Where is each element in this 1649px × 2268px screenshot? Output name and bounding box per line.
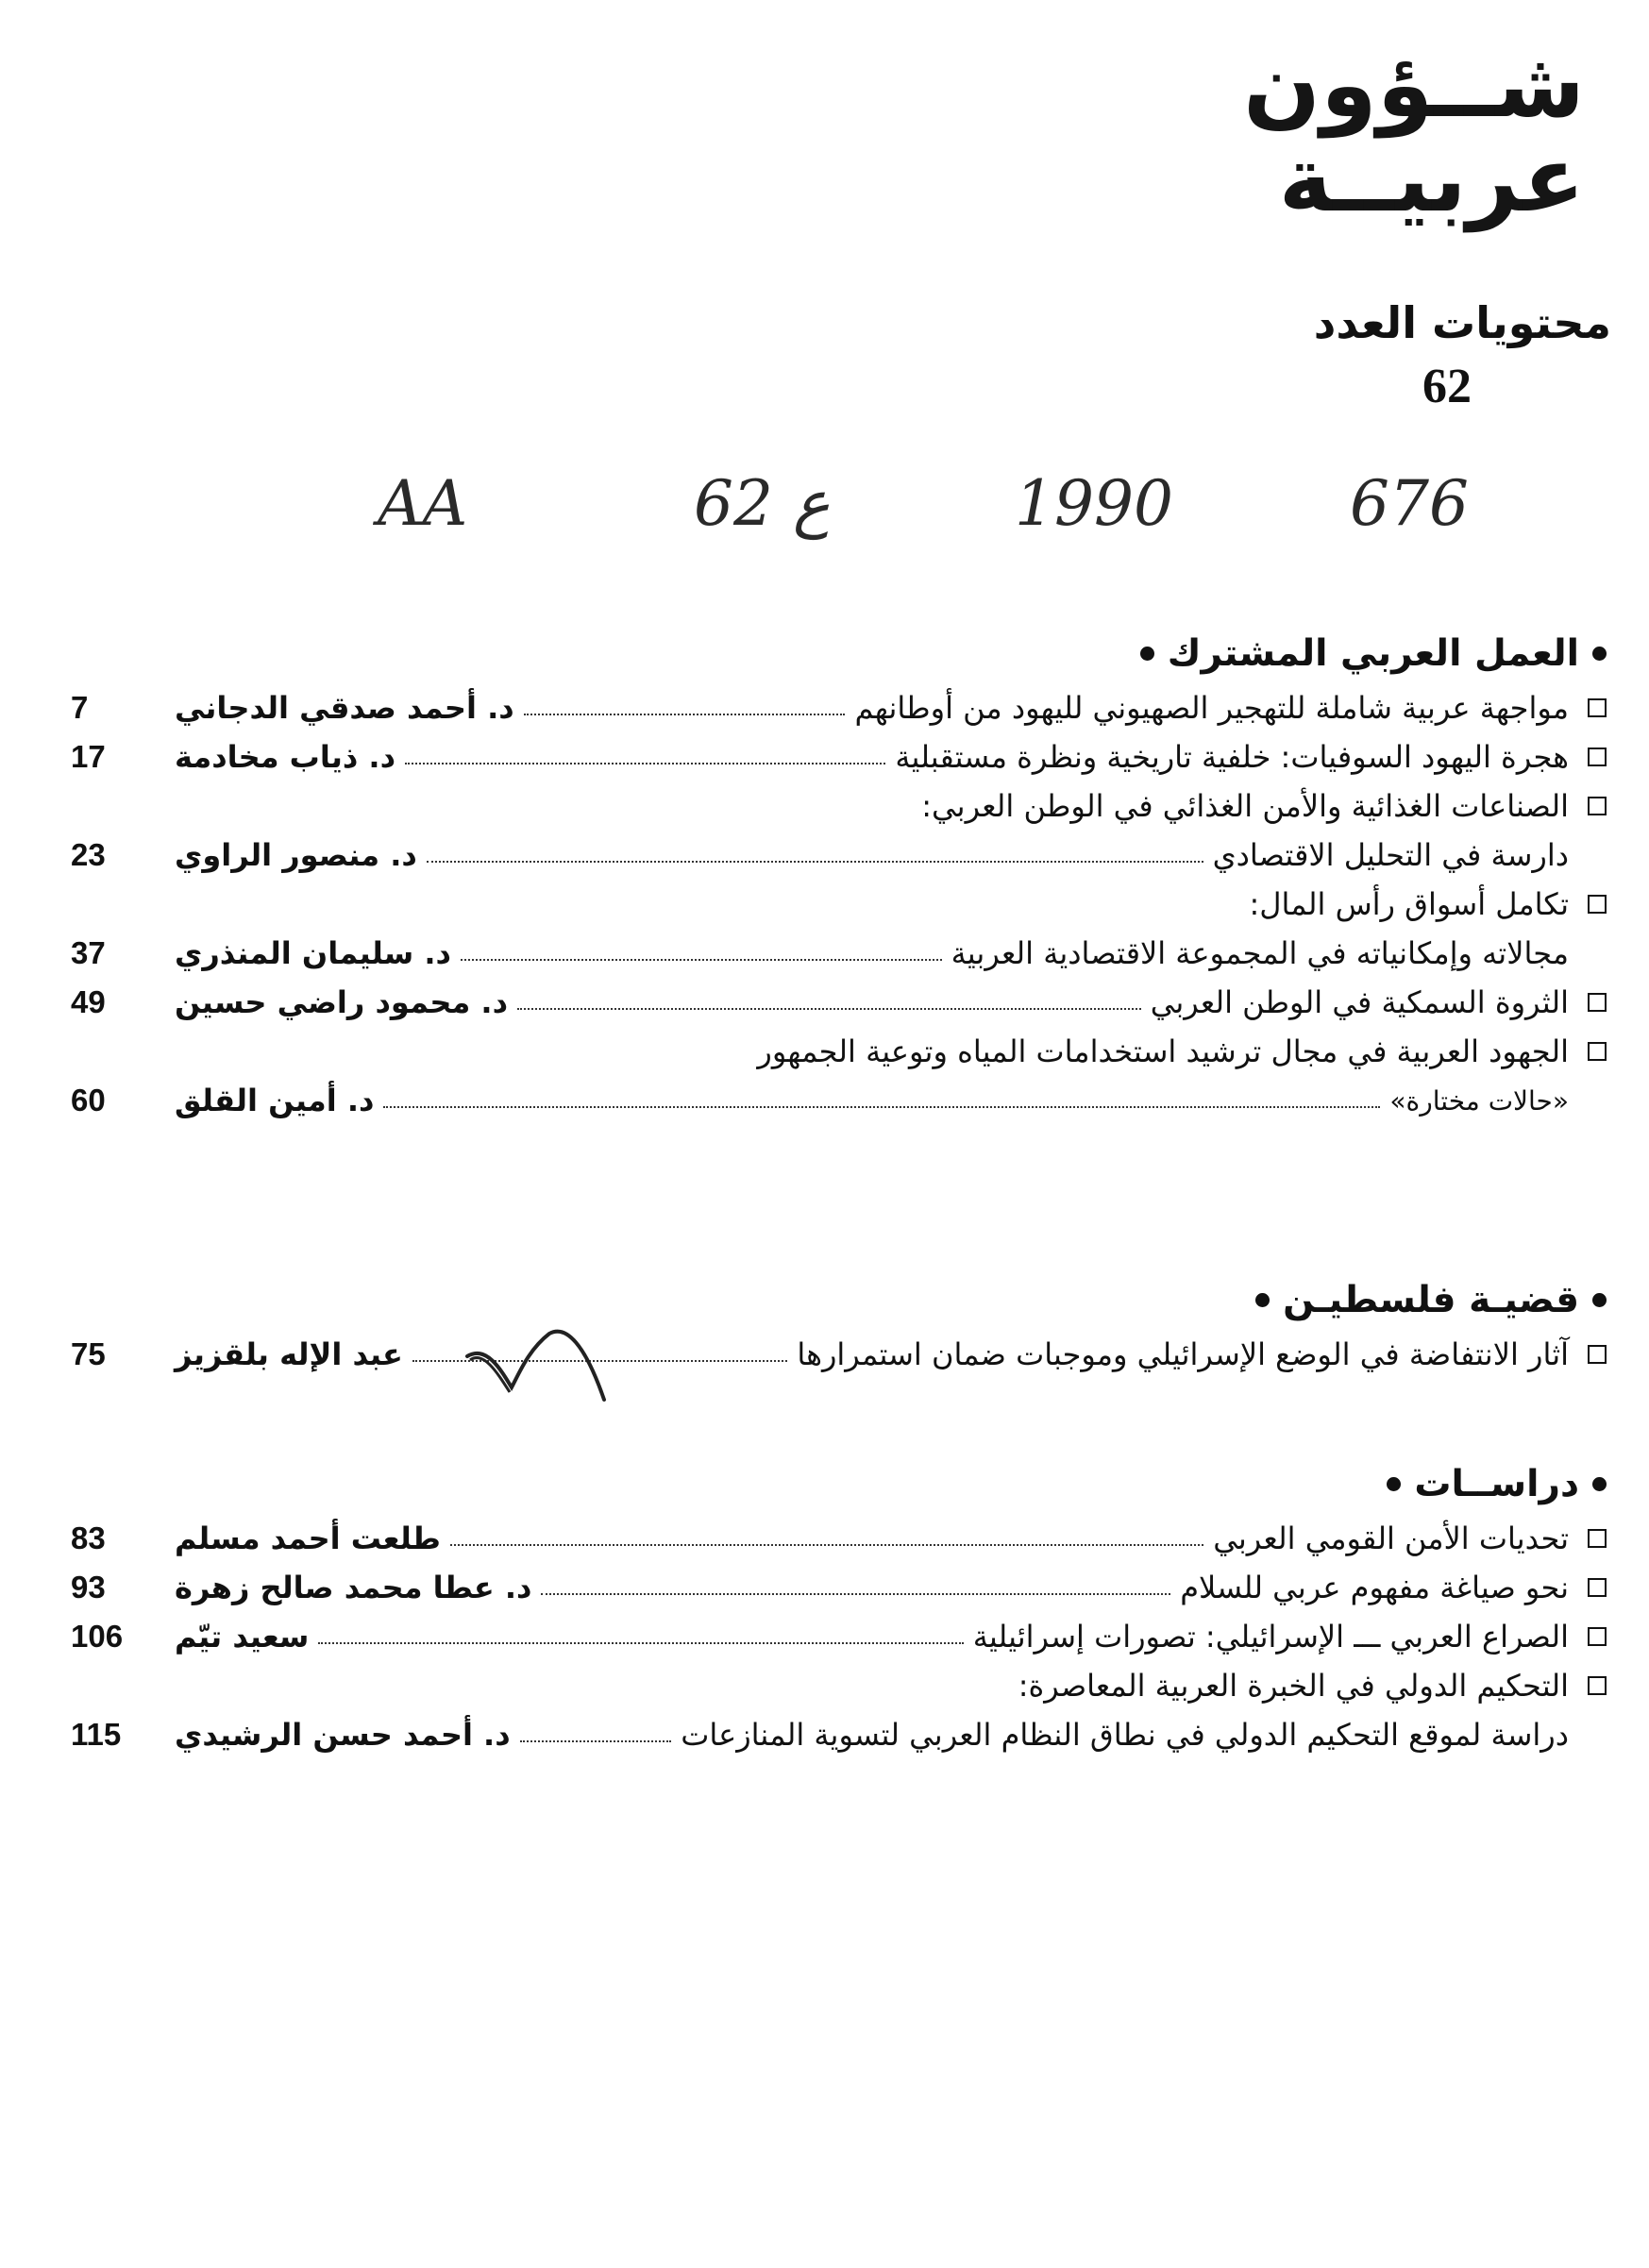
entry-title: الصراع العربي ـــ الإسرائيلي: تصورات إسرائيلية xyxy=(972,1619,1569,1655)
entry-title: الصناعات الغذائية والأمن الغذائي في الوطن العربي: xyxy=(921,788,1569,824)
entry-page: 23 xyxy=(71,837,106,872)
bullet-icon xyxy=(1592,1477,1607,1491)
entry-page: 93 xyxy=(71,1570,106,1604)
entry-author: طلعت أحمد مسلم xyxy=(175,1520,441,1556)
section-heading xyxy=(71,623,1607,683)
dot-leader xyxy=(541,1593,1170,1595)
checkbox-icon xyxy=(1588,895,1607,914)
bullet-icon xyxy=(1592,647,1607,661)
toc-entry[interactable] xyxy=(71,1563,1607,1612)
section-title: دراســات xyxy=(1414,1462,1579,1505)
entry-page: 83 xyxy=(71,1520,106,1555)
section-title: قضيـة فلسطيـن xyxy=(1283,1278,1579,1321)
checkbox-icon xyxy=(1588,698,1607,717)
entry-subtitle: دراسة لموقع التحكيم الدولي في نطاق النظام العربي لتسوية المنازعات xyxy=(681,1717,1569,1753)
entry-subtitle: دارسة في التحليل الاقتصادي xyxy=(1212,837,1569,873)
section-title: العمل العربي المشترك xyxy=(1167,631,1579,675)
entry-title: تحديات الأمن القومي العربي xyxy=(1213,1520,1569,1556)
entry-title: تكامل أسواق رأس المال: xyxy=(1249,886,1569,922)
entry-author: د. عطا محمد صالح زهرة xyxy=(175,1570,532,1605)
entry-title: هجرة اليهود السوفيات: خلفية تاريخية ونظرة مستقبلية xyxy=(895,739,1569,775)
toc-entry[interactable] xyxy=(71,1330,1607,1379)
entry-title: آثار الانتفاضة في الوضع الإسرائيلي وموجبات ضمان استمرارها xyxy=(797,1336,1569,1372)
toc-entry-continuation[interactable] xyxy=(71,831,1607,880)
toc-entry[interactable] xyxy=(71,683,1607,732)
checkbox-icon xyxy=(1588,748,1607,766)
dot-leader xyxy=(318,1642,963,1644)
toc-entry-continuation[interactable] xyxy=(71,1710,1607,1759)
checkbox-icon xyxy=(1588,1676,1607,1695)
section-heading xyxy=(71,1269,1607,1330)
checkbox-icon xyxy=(1588,1627,1607,1646)
toc-title: محتويات العدد xyxy=(1313,297,1611,348)
entry-author: د. سليمان المنذري xyxy=(175,935,451,971)
entry-page: 17 xyxy=(71,739,106,774)
entry-author: د. ذياب مخادمة xyxy=(175,739,395,775)
handwritten-mark-3: 1990 xyxy=(1015,467,1173,540)
dot-leader xyxy=(461,959,942,961)
logo-line-2: عربيــة xyxy=(1278,126,1585,232)
toc-entry[interactable] xyxy=(71,1514,1607,1563)
dot-leader xyxy=(517,1008,1141,1010)
handwritten-mark-2: 62 ع xyxy=(694,467,831,540)
logo-line-1: شــؤون xyxy=(1243,32,1585,138)
bullet-icon xyxy=(1592,1293,1607,1307)
entry-author: عبد الإله بلقزيز xyxy=(175,1336,403,1372)
toc-entry[interactable] xyxy=(71,1661,1607,1710)
checkbox-icon xyxy=(1588,1345,1607,1364)
section-studies xyxy=(71,1453,1607,1759)
handwritten-mark-1: AA xyxy=(378,467,468,540)
bullet-icon xyxy=(1255,1293,1270,1307)
entry-page: 37 xyxy=(71,935,106,970)
entry-title: الجهود العربية في مجال ترشيد استخدامات المياه وتوعية الجمهور xyxy=(757,1033,1569,1069)
dot-leader xyxy=(427,861,1203,863)
checkbox-icon xyxy=(1588,993,1607,1012)
entry-author: د. أحمد حسن الرشيدي xyxy=(175,1717,511,1753)
toc-entry[interactable] xyxy=(71,880,1607,929)
entry-title: التحكيم الدولي في الخبرة العربية المعاصرة: xyxy=(1018,1668,1569,1704)
entry-page: 60 xyxy=(71,1083,106,1117)
dot-leader xyxy=(524,714,846,715)
bullet-icon xyxy=(1387,1477,1401,1491)
entry-author: د. منصور الراوي xyxy=(175,837,417,873)
handwritten-mark-4: 676 xyxy=(1350,467,1469,540)
entry-title: نحو صياغة مفهوم عربي للسلام xyxy=(1180,1570,1569,1605)
entry-page: 106 xyxy=(71,1619,124,1654)
toc-entry[interactable] xyxy=(71,732,1607,781)
entry-page: 49 xyxy=(71,984,106,1019)
dot-leader xyxy=(383,1106,1380,1108)
entry-author: د. محمود راضي حسين xyxy=(175,984,508,1020)
section-heading xyxy=(71,1453,1607,1514)
toc-entry[interactable] xyxy=(71,978,1607,1027)
checkbox-icon xyxy=(1588,1578,1607,1597)
entry-author: د. أمين القلق xyxy=(175,1083,375,1118)
toc-entry[interactable] xyxy=(71,781,1607,831)
toc-entry[interactable] xyxy=(71,1612,1607,1661)
checkbox-icon xyxy=(1588,797,1607,815)
section-joint-arab-action xyxy=(71,623,1607,1125)
checkbox-icon xyxy=(1588,1529,1607,1548)
toc-entry[interactable] xyxy=(71,1027,1607,1076)
entry-author: د. أحمد صدقي الدجاني xyxy=(175,690,514,726)
bullet-icon xyxy=(1140,647,1154,661)
entry-author: سعيد تيّم xyxy=(175,1619,310,1655)
entry-title: الثروة السمكية في الوطن العربي xyxy=(1150,984,1569,1020)
entry-title: مواجهة عربية شاملة للتهجير الصهيوني لليهود من أوطانهم xyxy=(854,690,1569,726)
entry-subtitle: «حالات مختارة» xyxy=(1389,1084,1569,1117)
dot-leader xyxy=(450,1544,1203,1546)
toc-entry-continuation[interactable] xyxy=(71,929,1607,978)
dot-leader xyxy=(520,1740,672,1742)
journal-logo xyxy=(1243,32,1585,232)
entry-page: 115 xyxy=(71,1717,122,1752)
checkbox-icon xyxy=(1588,1042,1607,1061)
entry-subtitle: مجالاته وإمكانياته في المجموعة الاقتصادية العربية xyxy=(951,935,1569,971)
entry-page: 7 xyxy=(71,690,89,725)
section-palestine xyxy=(71,1269,1607,1379)
pen-scribble xyxy=(463,1317,623,1406)
issue-number: 62 xyxy=(1422,360,1472,413)
entry-page: 75 xyxy=(71,1336,106,1371)
dot-leader xyxy=(405,763,885,764)
toc-entry-continuation[interactable] xyxy=(71,1076,1607,1125)
